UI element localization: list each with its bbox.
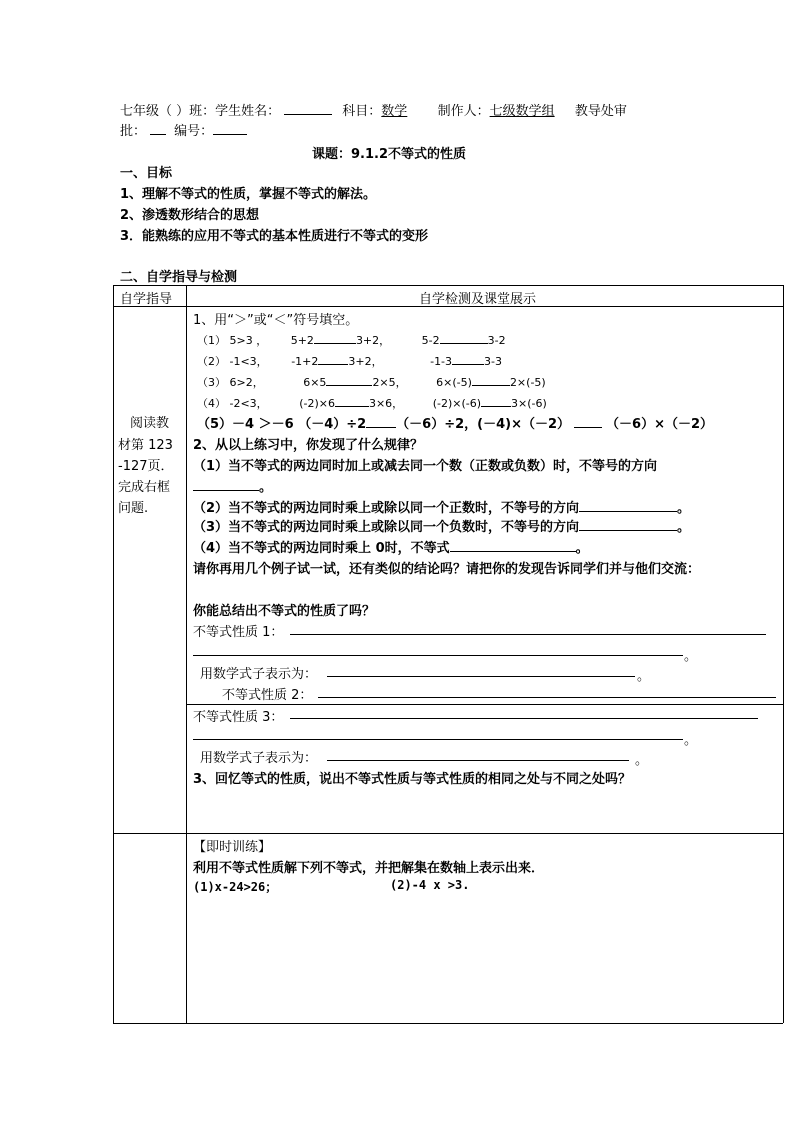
col-header-guide: 自学指导 — [120, 292, 173, 307]
approve-label: 教导处审 — [574, 104, 627, 119]
goal-item: 1、理解不等式的性质，掌握不等式的解法。 — [120, 187, 377, 202]
table-inner-divider — [186, 704, 783, 705]
name-blank[interactable] — [284, 102, 332, 115]
answer-blank[interactable] — [440, 331, 488, 344]
period: 。 — [635, 753, 649, 768]
goal-item: 3．能熟练的应用不等式的基本性质进行不等式的变形 — [120, 229, 429, 244]
subject-value: 数学 — [381, 104, 408, 119]
answer-blank[interactable] — [574, 415, 602, 428]
table-col-divider — [186, 285, 187, 1023]
rule-1-answer: 。 — [193, 476, 272, 495]
property-2-label: 不等式性质 2： — [222, 688, 313, 703]
rule-4: （4）当不等式的两边同时乘上 0时，不等式 。 — [193, 541, 589, 556]
answer-blank[interactable] — [366, 415, 396, 428]
approve-cont: 批： — [120, 124, 147, 139]
practice-intro: 利用不等式性质解下列不等式，并把解集在数轴上表示出来． — [193, 861, 545, 876]
guide-line: 材第 123 — [118, 438, 173, 453]
exercise2-intro: 2、从以上练习中，你发现了什么规律？ — [193, 438, 424, 453]
period: 。 — [684, 733, 698, 748]
answer-blank[interactable] — [326, 373, 372, 386]
period: 。 — [637, 669, 651, 684]
rule-2: （2）当不等式的两边同时乘上或除以同一个正数时，不等号的方向 。 — [193, 501, 691, 516]
answer-blank[interactable] — [481, 394, 511, 407]
exercise1-row: （1） 5>3 ， 5+2 3+2， 5-2 3-2 — [197, 331, 506, 348]
answer-blank[interactable] — [193, 478, 259, 491]
exercise3-question: 3、回忆等式的性质，说出不等式性质与等式性质的相同之处与不同之处吗？ — [193, 772, 632, 787]
property-3-expr-line[interactable] — [327, 760, 629, 761]
exercise1-row: （2） -1<3， -1+2 3+2， -1-3 3-3 — [197, 352, 502, 369]
practice-q1: (1)x-24>26； — [193, 880, 278, 894]
guide-line: 问题. — [118, 501, 149, 516]
exercise1-row: （3） 6>2， 6×5 2×5， 6×(-5) 2×(-5) — [197, 373, 546, 390]
header-line1 — [120, 100, 627, 119]
guide-line: 阅读教 — [130, 416, 170, 431]
goal-item: 2、渗透数形结合的思想 — [120, 208, 260, 223]
answer-blank[interactable] — [472, 373, 510, 386]
property-3-label: 不等式性质 3： — [193, 710, 284, 725]
number-label: 编号： — [174, 124, 214, 139]
practice-q2: (2)-4 x >3. — [390, 878, 470, 892]
grade-class-name-label: 七年级（ ）班：学生姓名： — [120, 104, 281, 119]
table-border-left — [113, 285, 114, 1023]
answer-blank[interactable] — [314, 331, 356, 344]
property-1-label: 不等式性质 1： — [193, 625, 284, 640]
property-2-line[interactable] — [318, 697, 776, 698]
maker-value: 七级数学组 — [489, 104, 555, 119]
practice-bracket: 【即时训练】 — [193, 840, 272, 855]
exercise1-row5: （5）－4 ＞－6 （－4）÷2 （－6）÷2，(－4)×（－2） （－6）×（－2） — [197, 417, 714, 432]
answer-blank[interactable] — [450, 539, 576, 552]
answer-blank[interactable] — [335, 394, 369, 407]
try-examples: 请你再用几个例子试一试，还有类似的结论吗？请把你的发现告诉同学们并与他们交流： — [193, 562, 701, 577]
period: 。 — [684, 649, 698, 664]
summary-question: 你能总结出不等式的性质了吗？ — [193, 604, 376, 619]
property-1-line[interactable] — [193, 655, 683, 656]
header-line2 — [120, 120, 247, 139]
col-header-check: 自学检测及课堂展示 — [419, 292, 537, 307]
rule-3: （3）当不等式的两边同时乘上或除以同一个负数时，不等号的方向 。 — [193, 520, 691, 535]
approve-blank[interactable] — [150, 122, 166, 135]
section1-heading: 一、目标 — [120, 166, 173, 181]
property-3-expr-label: 用数学式子表示为： — [200, 751, 318, 766]
maker-label: 制作人： — [437, 104, 490, 119]
subject-label: 科目： — [342, 104, 382, 119]
page-title: 课题：9.1.2不等式的性质 — [312, 147, 467, 162]
answer-blank[interactable] — [579, 518, 677, 531]
property-3-line[interactable] — [290, 718, 758, 719]
table-border-right — [783, 285, 784, 1023]
property-1-expr-label: 用数学式子表示为： — [200, 667, 318, 682]
answer-blank[interactable] — [579, 499, 677, 512]
property-1-line[interactable] — [290, 634, 766, 635]
table-border-top — [113, 285, 783, 286]
property-1-expr-line[interactable] — [327, 676, 635, 677]
table-row-divider — [113, 833, 783, 834]
number-blank[interactable] — [213, 122, 247, 135]
exercise1-row: （4） -2<3， (-2)×6 3×6， (-2)×(-6) 3×(-6) — [197, 394, 547, 411]
table-border-bottom — [113, 1023, 783, 1024]
guide-line: -127页． — [118, 459, 174, 474]
answer-blank[interactable] — [452, 352, 484, 365]
property-3-line[interactable] — [193, 739, 683, 740]
rule-1: （1）当不等式的两边同时加上或减去同一个数（正数或负数）时，不等号的方向 — [193, 459, 658, 474]
section2-heading: 二、自学指导与检测 — [120, 270, 238, 285]
guide-line: 完成右框 — [118, 480, 171, 495]
exercise1-intro: 1、用“＞”或“＜”符号填空。 — [193, 313, 359, 328]
answer-blank[interactable] — [318, 352, 348, 365]
